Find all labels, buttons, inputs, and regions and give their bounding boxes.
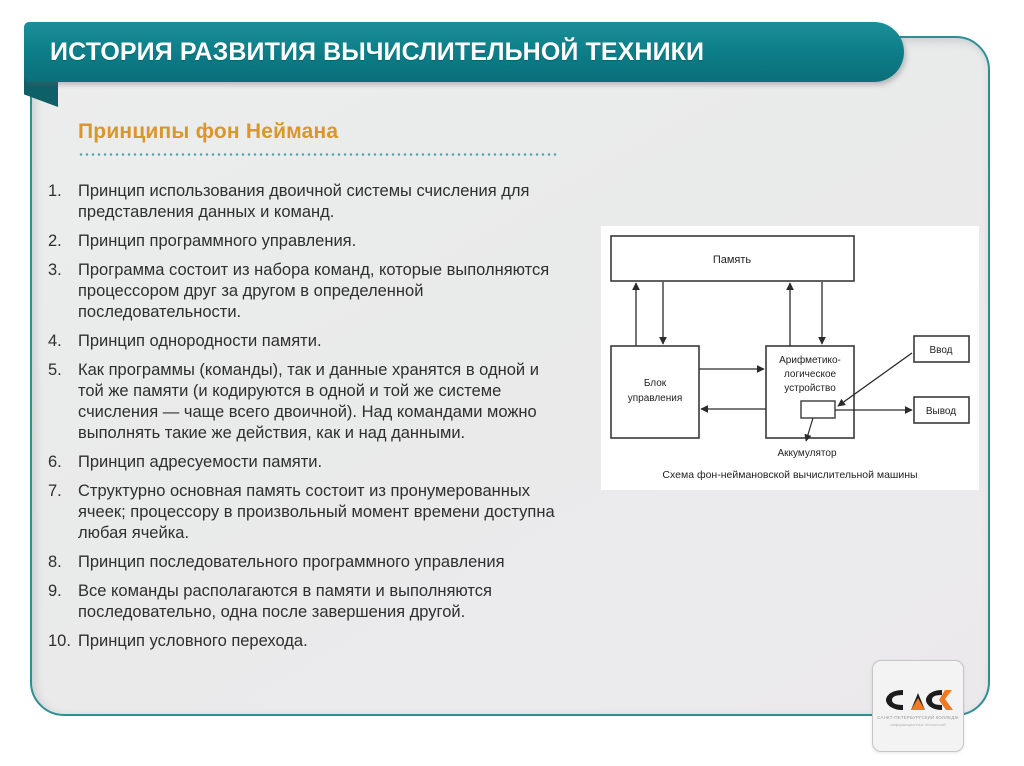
diagram-box-accumulator	[801, 401, 835, 418]
list-item-number: 2.	[48, 232, 62, 250]
logo-subtitle-secondary: информационных технологий	[890, 722, 946, 727]
diagram-label-alu-line2: логическое	[783, 369, 837, 380]
list-item	[48, 331, 568, 352]
list-item-number: 4.	[48, 332, 62, 350]
von-neumann-diagram	[601, 226, 979, 490]
list-item	[48, 481, 568, 544]
list-item-text: Принцип программного управления.	[78, 232, 357, 250]
list-item	[48, 552, 568, 573]
header-banner	[24, 22, 904, 82]
list-item-number: 6.	[48, 453, 62, 471]
subtitle-block	[78, 120, 558, 156]
list-item-text: Принцип последовательного программного управления	[78, 553, 505, 571]
diagram-label-alu-line3: устройство	[784, 383, 836, 394]
list-item-number: 9.	[48, 582, 62, 600]
list-item	[48, 631, 568, 652]
list-item	[48, 231, 568, 252]
diagram-canvas	[601, 226, 979, 490]
list-item-text: Принцип адресуемости памяти.	[78, 453, 323, 471]
diagram-label-alu-line1: Арифметико-	[779, 355, 841, 366]
section-subtitle: Принципы фон Неймана	[78, 120, 339, 143]
list-item	[48, 581, 568, 623]
diagram-label-input: Ввод	[929, 345, 953, 356]
list-item-text: Принцип использования двоичной системы счисления для представления данных и команд.	[78, 182, 530, 221]
principles-list	[48, 181, 568, 660]
list-item-number: 1.	[48, 182, 62, 200]
list-item-number: 5.	[48, 361, 62, 379]
diagram-label-memory: Память	[712, 254, 752, 266]
diagram-label-control-line2: управления	[627, 393, 683, 404]
logo-subtitle: САНКТ-ПЕТЕРБУРГСКИЙ КОЛЛЕДЖ	[877, 715, 959, 720]
diagram-label-accumulator: Аккумулятор	[777, 448, 837, 459]
list-item	[48, 260, 568, 323]
list-item	[48, 452, 568, 473]
logo-mark-icon	[873, 687, 963, 713]
list-item-text: Программа состоит из набора команд, которые выполняются процессором друг за другом в определенной последовательности.	[78, 261, 550, 321]
list-item	[48, 360, 568, 444]
list-item-text: Принцип условного перехода.	[78, 632, 308, 650]
list-item-number: 8.	[48, 553, 62, 571]
list-item-text: Структурно основная память состоит из пронумерованных ячеек; процессору в произвольный момент времени доступна любая ячейка.	[78, 482, 555, 542]
list-item-number: 3.	[48, 261, 62, 279]
diagram-caption: Схема фон-неймановской вычислительной машины	[662, 469, 918, 481]
page-title: ИСТОРИЯ РАЗВИТИЯ ВЫЧИСЛИТЕЛЬНОЙ ТЕХНИКИ	[50, 37, 705, 66]
list-item-text: Принцип однородности памяти.	[78, 332, 322, 350]
list-item-number: 10.	[48, 632, 71, 650]
list-item-text: Все команды располагаются в памяти и выполняются последовательно, одна после завершения другой.	[78, 582, 492, 621]
diagram-box-control-unit	[611, 346, 699, 438]
subtitle-dotted-rule	[78, 153, 558, 156]
list-item	[48, 181, 568, 223]
college-logo	[872, 660, 964, 752]
diagram-label-output: Вывод	[925, 406, 957, 417]
diagram-label-control-line1: Блок	[643, 378, 667, 389]
list-item-number: 7.	[48, 482, 62, 500]
list-item-text: Как программы (команды), так и данные хранятся в одной и той же памяти (и кодируются в одной и той же системе счисления — чаще всего двоичной). Над командами можно выполнять такие же действия, как и над данными.	[78, 361, 539, 442]
